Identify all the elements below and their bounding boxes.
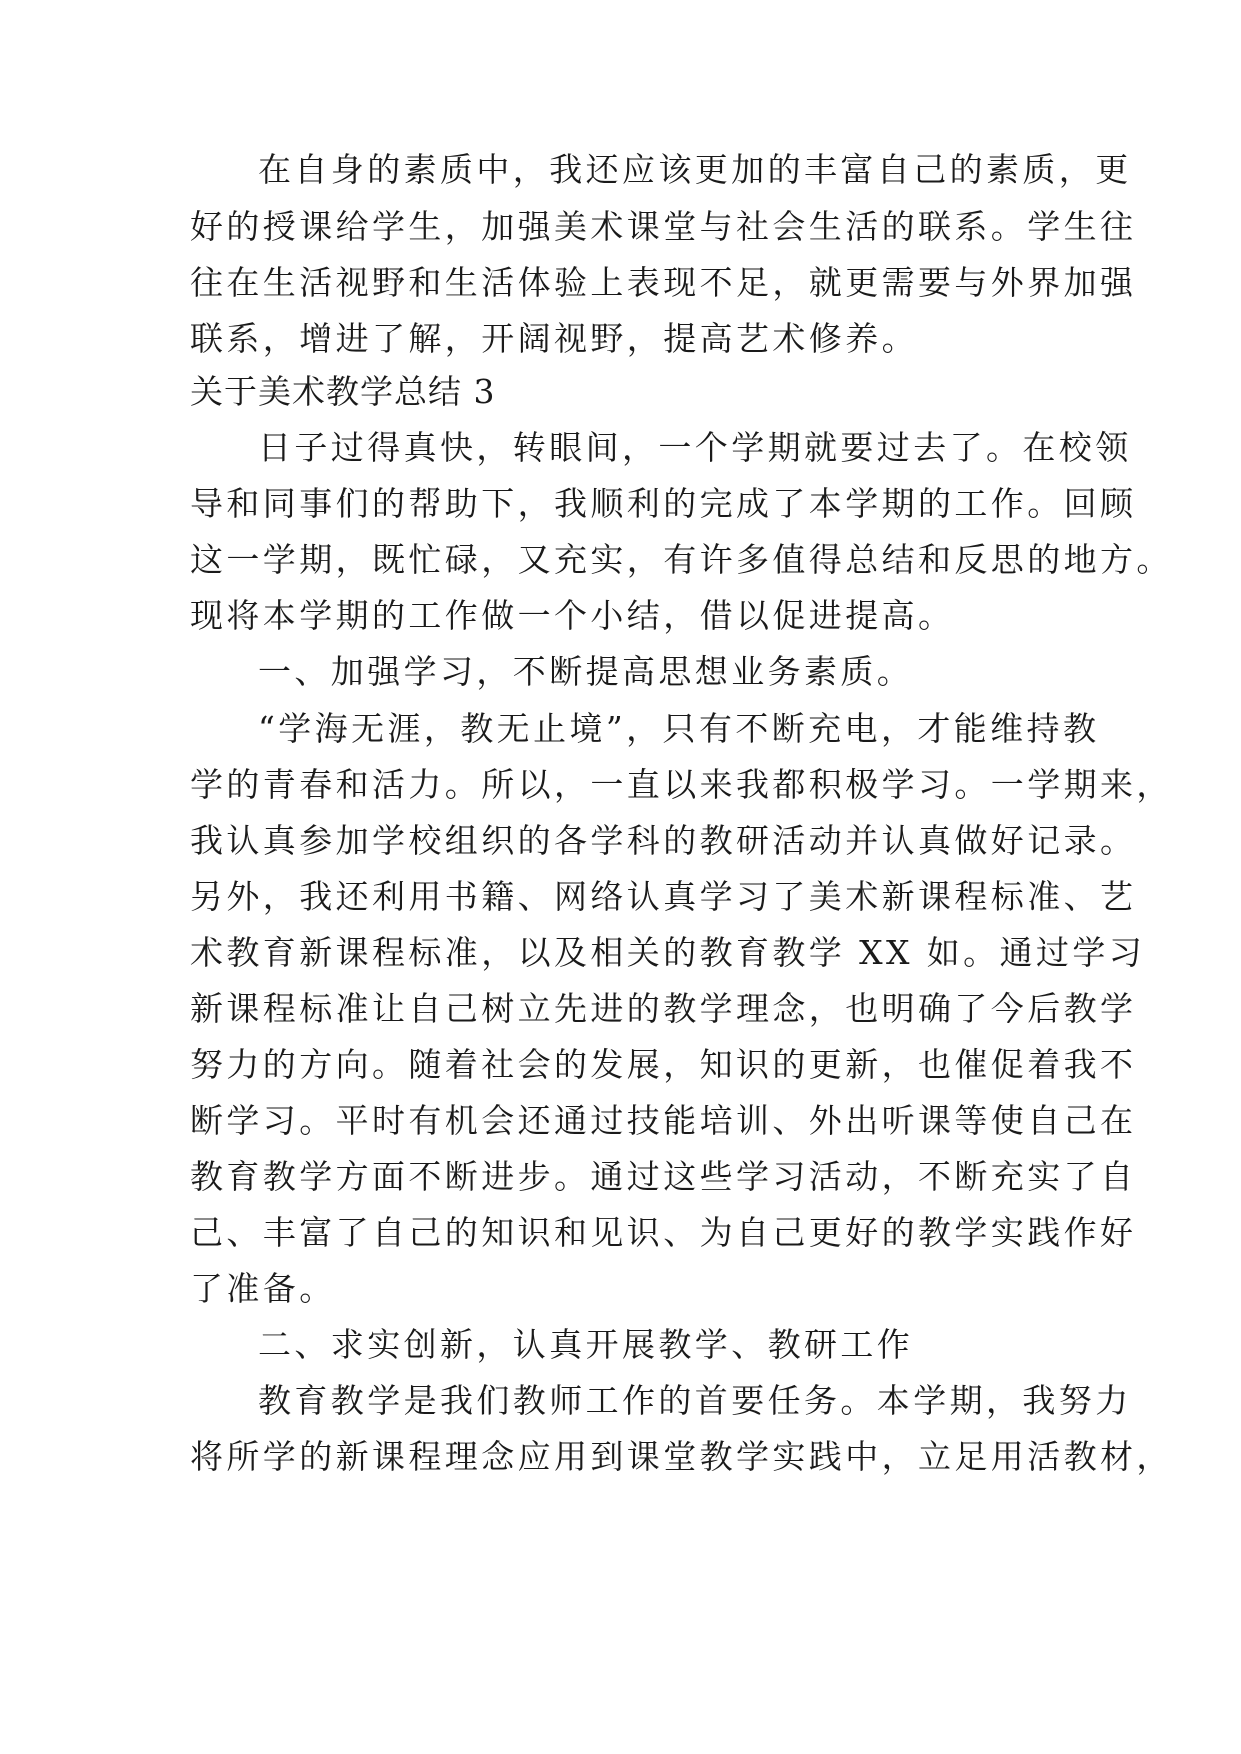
paragraph-line: 另外，我还利用书籍、网络认真学习了美术新课程标准、艺 xyxy=(190,877,1137,916)
paragraph-line: 好的授课给学生，加强美术课堂与社会生活的联系。学生往 xyxy=(190,207,1137,246)
paragraph-line: 往在生活视野和生活体验上表现不足，就更需要与外界加强 xyxy=(190,263,1137,302)
paragraph-line: 在自身的素质中，我还应该更加的丰富自己的素质，更 xyxy=(258,150,1132,189)
subheading: 一、加强学习，不断提高思想业务素质。 xyxy=(258,652,914,691)
paragraph-line: “学海无涯，教无止境”，只有不断充电，才能维持教 xyxy=(258,709,1100,748)
paragraph-line: 了准备。 xyxy=(190,1269,336,1308)
paragraph-line: 努力的方向。随着社会的发展，知识的更新，也催促着我不 xyxy=(190,1045,1137,1084)
section-title: 关于美术教学总结 3 xyxy=(190,372,496,411)
paragraph-line: 教育教学方面不断进步。通过这些学习活动，不断充实了自 xyxy=(190,1157,1137,1196)
paragraph-line: 这一学期，既忙碌，又充实，有许多值得总结和反思的地方。 xyxy=(190,540,1173,579)
paragraph-line: 日子过得真快，转眼间，一个学期就要过去了。在校领 xyxy=(258,428,1132,467)
paragraph-line: 断学习。平时有机会还通过技能培训、外出听课等使自己在 xyxy=(190,1101,1137,1140)
paragraph-line: 将所学的新课程理念应用到课堂教学实践中，立足用活教材， xyxy=(190,1437,1173,1476)
paragraph-line: 己、丰富了自己的知识和见识、为自己更好的教学实践作好 xyxy=(190,1213,1137,1252)
paragraph-line: 学的青春和活力。所以，一直以来我都积极学习。一学期来， xyxy=(190,765,1173,804)
paragraph-line: 教育教学是我们教师工作的首要任务。本学期，我努力 xyxy=(258,1381,1132,1420)
subheading: 二、求实创新，认真开展教学、教研工作 xyxy=(258,1325,914,1364)
paragraph-line: 我认真参加学校组织的各学科的教研活动并认真做好记录。 xyxy=(190,821,1137,860)
paragraph-line: 联系，增进了解，开阔视野，提高艺术修养。 xyxy=(190,319,918,358)
paragraph-line: 现将本学期的工作做一个小结，借以促进提高。 xyxy=(190,596,955,635)
paragraph-line: 新课程标准让自己树立先进的教学理念，也明确了今后教学 xyxy=(190,989,1137,1028)
paragraph-line: 术教育新课程标准，以及相关的教育教学 XX 如。通过学习 xyxy=(190,933,1146,972)
paragraph-line: 导和同事们的帮助下，我顺利的完成了本学期的工作。回顾 xyxy=(190,484,1137,523)
